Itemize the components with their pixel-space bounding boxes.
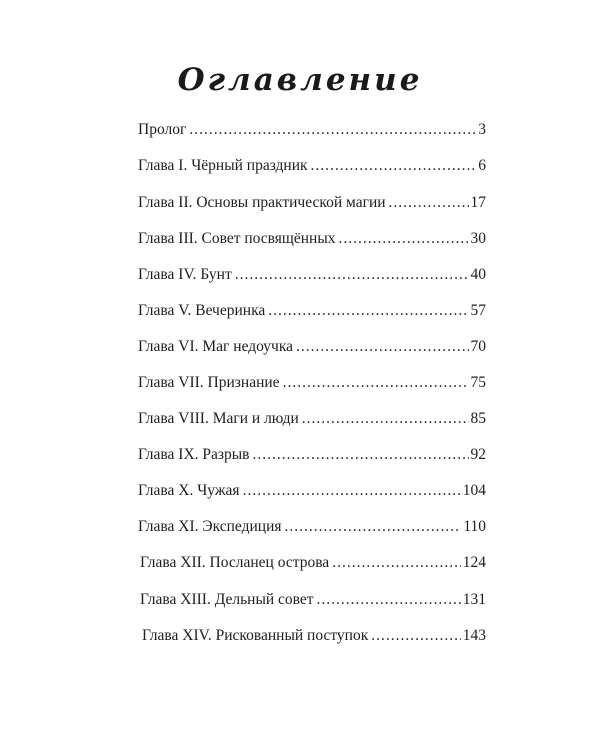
toc-entry [138, 373, 486, 393]
toc-entry-page: 104 [462, 482, 486, 499]
toc-entry-label: Глава X. Чужая [138, 482, 240, 499]
toc-entry [138, 481, 486, 501]
toc-entry-page: 70 [470, 338, 486, 355]
toc-entry-label: Пролог [138, 121, 187, 138]
toc-entry-page: 57 [470, 302, 486, 319]
toc-entry-label: Глава XII. Посланец острова [140, 554, 330, 571]
dot-leader [338, 229, 468, 249]
toc-entry [138, 445, 486, 465]
toc-entry-page: 6 [478, 157, 486, 174]
dot-leader [243, 481, 461, 501]
toc-entry [138, 517, 486, 537]
toc-entry-label: Глава VIII. Маги и люди [138, 410, 299, 427]
toc-entry-page: 17 [470, 194, 486, 211]
toc-entry-label: Глава XI. Экспедиция [138, 518, 282, 535]
dot-leader [253, 445, 469, 465]
toc-entry-page: 30 [470, 230, 486, 247]
dot-leader [268, 301, 468, 321]
toc-entry [138, 229, 486, 249]
toc-entry-label: Глава II. Основы практической магии [138, 194, 386, 211]
dot-leader [371, 626, 461, 646]
toc-entry-page: 92 [470, 446, 486, 463]
dot-leader [389, 193, 469, 213]
toc-entry-label: Глава VII. Признание [138, 374, 280, 391]
dot-leader [302, 409, 469, 429]
toc-entry-page: 3 [478, 121, 486, 138]
toc-entry-page: 124 [462, 554, 486, 571]
toc-entry [138, 409, 486, 429]
toc-entry-page: 40 [470, 266, 486, 283]
toc-entry-label: Глава XIII. Дельный совет [140, 591, 314, 608]
toc-entry-page: 110 [463, 518, 486, 535]
toc-entry-label: Глава IX. Разрыв [138, 446, 250, 463]
toc-entry-label: Глава XIV. Рискованный поступок [142, 627, 369, 644]
toc-entry [138, 120, 486, 140]
toc-entry [138, 337, 486, 357]
dot-leader [332, 553, 461, 573]
toc-entry-page: 85 [470, 410, 486, 427]
toc-entry-label: Глава I. Чёрный праздник [138, 157, 308, 174]
toc-entry [142, 626, 486, 646]
toc-entry [138, 193, 486, 213]
toc-entry [140, 553, 486, 573]
toc-entry [138, 156, 486, 176]
dot-leader [189, 120, 476, 140]
toc-entry-page: 75 [470, 374, 486, 391]
toc-entry-page: 131 [462, 591, 486, 608]
toc-entry [138, 301, 486, 321]
dot-leader [317, 590, 461, 610]
toc-entry [138, 265, 486, 285]
toc-entry-label: Глава IV. Бунт [138, 266, 232, 283]
toc-entry-label: Глава VI. Маг недоучка [138, 338, 294, 355]
dot-leader [296, 337, 468, 357]
dot-leader [283, 373, 469, 393]
page-title: Оглавление [177, 62, 423, 98]
toc-entry-label: Глава III. Совет посвящённых [138, 230, 336, 247]
toc-entry [140, 590, 486, 610]
toc-entry-label: Глава V. Вечеринка [138, 302, 266, 319]
toc-entry-page: 143 [462, 627, 486, 644]
dot-leader [311, 156, 477, 176]
dot-leader [235, 265, 469, 285]
dot-leader [285, 517, 462, 537]
